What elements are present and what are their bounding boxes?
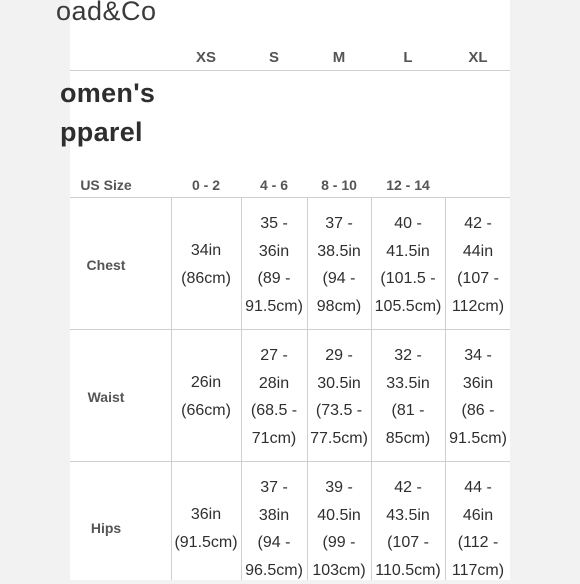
us-size-s: 4 - 6 <box>259 177 289 193</box>
row-label-waist: Waist <box>87 389 125 405</box>
column-divider <box>241 197 242 580</box>
waist-l-cell: 32 - 33.5in (81 - 85cm) <box>385 347 431 447</box>
hips-m-cell: 39 - 40.5in (99 - 103cm) <box>312 479 366 579</box>
row-label-chest: Chest <box>86 257 126 273</box>
waist-xl-cell: 34 - 36in (86 - 91.5cm) <box>449 347 507 447</box>
header-divider <box>70 70 510 71</box>
brand-logo-text: oad&Co <box>56 0 157 26</box>
chest-l-cell: 40 - 41.5in (101.5 - 105.5cm) <box>374 215 442 315</box>
chest-m-cell: 37 - 38.5in (94 - 98cm) <box>316 215 362 315</box>
us-size-l: 12 - 14 <box>386 177 430 193</box>
hips-s-cell: 37 - 38in (94 - 96.5cm) <box>245 479 303 579</box>
section-title-line1: omen's <box>60 78 156 108</box>
table-top-border <box>70 197 510 198</box>
size-header-l: L <box>403 49 413 66</box>
row-divider-waist <box>70 461 510 462</box>
chest-xl-cell: 42 - 44in (107 - 112cm) <box>451 215 505 315</box>
us-size-m: 8 - 10 <box>321 177 357 193</box>
chest-s-cell: 35 - 36in (89 - 91.5cm) <box>245 215 303 315</box>
section-title-line2: pparel <box>60 117 143 147</box>
waist-m-cell: 29 - 30.5in (73.5 - 77.5cm) <box>310 347 368 447</box>
hips-xs-cell: 36in (91.5cm) <box>174 506 238 551</box>
waist-xs-cell: 26in (66cm) <box>181 374 231 419</box>
us-size-xs: 0 - 2 <box>191 177 221 193</box>
us-size-label: US Size <box>80 177 132 193</box>
column-divider <box>371 197 372 580</box>
size-chart-sheet <box>56 0 510 580</box>
row-label-hips: Hips <box>90 520 122 536</box>
waist-s-cell: 27 - 28in (68.5 - 71cm) <box>250 347 298 447</box>
column-divider <box>307 197 308 580</box>
column-divider <box>171 197 172 580</box>
hips-xl-cell: 44 - 46in (112 - 117cm) <box>451 479 505 579</box>
size-header-xs: XS <box>195 49 217 66</box>
size-header-m: M <box>332 49 346 66</box>
row-divider-chest <box>70 329 510 330</box>
chest-xs-cell: 34in (86cm) <box>181 242 231 287</box>
column-divider <box>445 197 446 580</box>
hips-l-cell: 42 - 43.5in (107 - 110.5cm) <box>375 479 441 579</box>
size-header-xl: XL <box>468 49 488 66</box>
size-header-s: S <box>268 49 280 66</box>
